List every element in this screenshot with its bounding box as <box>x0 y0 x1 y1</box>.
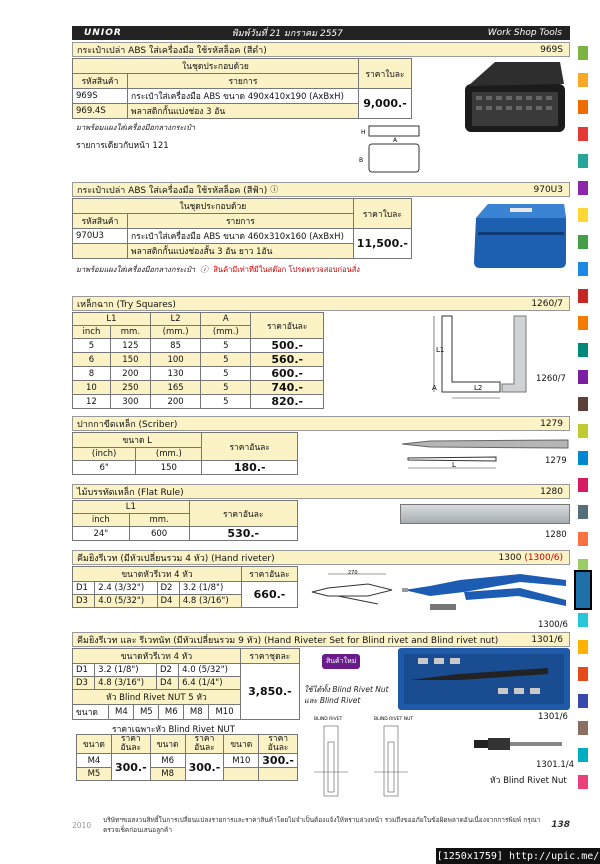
image-caption: 1279 <box>545 456 567 466</box>
table-cell: 200 <box>110 367 150 381</box>
sidebar-color-tab[interactable] <box>578 235 588 249</box>
size-header: ขนาด <box>77 735 112 754</box>
sidebar-color-tab[interactable] <box>578 397 588 411</box>
price-value: 820.- <box>251 395 324 409</box>
page-number: 138 <box>551 820 570 830</box>
flat-rule-table <box>72 500 298 541</box>
l2-header: L2 <box>150 313 200 326</box>
sidebar-color-tab[interactable] <box>578 640 588 654</box>
image-caption: หัว Blind Rivet Nut <box>490 776 567 786</box>
sidebar-color-tab[interactable] <box>578 613 588 627</box>
table-group-header: ในชุดประกอบด้วย <box>73 59 359 74</box>
table-cell: 4.0 (5/32") <box>95 595 157 608</box>
table-cell: 130 <box>150 367 200 381</box>
table-cell: 85 <box>150 339 200 353</box>
table-cell: 165 <box>150 381 200 395</box>
table-cell: พลาสติกกั้นแบ่งช่องสั้น 3 อัน ยาว 1อัน <box>128 244 354 259</box>
table-cell: D3 <box>73 595 95 608</box>
table-cell: 3.2 (1/8") <box>179 582 241 595</box>
riveter-set-table <box>72 648 300 720</box>
sidebar-color-tab[interactable] <box>578 424 588 438</box>
diagram-label-l: L <box>452 461 456 469</box>
watermark: [1250x1759] http://upic.me/ <box>436 848 600 864</box>
section-title-text: ไม้บรรทัดเหล็ก (Flat Rule) <box>77 487 184 498</box>
table-cell: 6.4 (1/4") <box>179 677 241 690</box>
table-cell: 125 <box>110 339 150 353</box>
sidebar-color-tab[interactable] <box>578 748 588 762</box>
product-code: 970U3 <box>533 184 563 195</box>
table-cell: M6 <box>150 754 185 768</box>
table-cell: 5 <box>201 339 251 353</box>
try-squares-table <box>72 312 324 409</box>
diagram-label-l1: L1 <box>436 346 445 354</box>
brand-logo: UNIOR <box>84 28 122 38</box>
section-title-1260 <box>72 296 570 311</box>
table-cell: กระเป๋าใส่เครื่องมือ ABS ขนาด 460x310x160 (AxBxH) <box>128 229 354 244</box>
price-value: 300.- <box>259 754 298 768</box>
rivet-diagram <box>304 712 434 808</box>
product-code: 1279 <box>540 418 563 429</box>
table-cell: 100 <box>150 353 200 367</box>
note-text: มาพร้อมแผงใส่เครื่องมือกลางกระเป๋า <box>76 123 196 132</box>
sidebar-color-tab[interactable] <box>578 451 588 465</box>
l1-header: L1 <box>73 501 190 514</box>
category-label: Work Shop Tools <box>487 28 562 38</box>
product-code: 1301/6 <box>531 634 563 645</box>
section-title-text: เหล็กฉาก (Try Squares) <box>77 299 176 310</box>
table-cell: พลาสติกกั้นแบ่งช่อง 3 อัน <box>128 104 359 119</box>
nut-size: M10 <box>215 707 234 717</box>
table-cell: 2.4 (3/32") <box>95 582 157 595</box>
inch-header: (inch) <box>73 448 136 461</box>
price-value: 9,000.- <box>359 89 412 119</box>
usage-note-2: และ Blind Rivet <box>304 696 361 705</box>
table-cell: 24" <box>73 527 130 541</box>
hand-riveter-table <box>72 566 298 608</box>
table-cell: 970U3 <box>73 229 128 244</box>
section-title-969s <box>72 42 570 57</box>
table-cell: 6 <box>73 353 111 367</box>
section-tab-marker[interactable] <box>574 570 592 610</box>
nut-size: M4 <box>109 705 134 719</box>
table-group-header: ในชุดประกอบด้วย <box>73 199 354 214</box>
sidebar-color-tab[interactable] <box>578 46 588 60</box>
a-unit: (mm.) <box>201 326 251 339</box>
section-title-text: คีมยิงรีเวท และ รีเวทนัท (มีหัวเปลี่ยนรวม 9 หัว) (Hand Riveter Set for Blind rivet and Blind rivet nut) <box>77 635 499 646</box>
product-table-969s <box>72 58 412 119</box>
sidebar-color-tab[interactable] <box>578 181 588 195</box>
table-cell <box>259 768 298 781</box>
table-cell: M10 <box>224 754 259 768</box>
image-caption: 1301.1/4 <box>536 760 575 770</box>
sidebar-color-tab[interactable] <box>578 667 588 681</box>
price-value: 180.- <box>202 461 298 475</box>
sidebar-color-tab[interactable] <box>578 289 588 303</box>
table-cell: กระเป๋าใส่เครื่องมือ ABS ขนาด 490x410x190 (AxBxH) <box>128 89 359 104</box>
try-square-diagram <box>430 312 570 402</box>
code-header: รหัสสินค้า <box>73 74 128 89</box>
sidebar-color-tab[interactable] <box>578 694 588 708</box>
inch-header: inch <box>73 326 111 339</box>
table-cell: 4.0 (5/32") <box>179 664 241 677</box>
sidebar-color-tab[interactable] <box>578 100 588 114</box>
mm-header: mm. <box>110 326 150 339</box>
price-header: ราคา อันละ <box>259 735 298 754</box>
price-header: ราคาอันละ <box>189 501 297 527</box>
price-value: 300.- <box>185 754 224 781</box>
nut-header: หัว Blind Rivet NUT 5 หัว <box>73 690 241 705</box>
table-cell: M8 <box>150 768 185 781</box>
info-icon: ⓘ <box>200 265 208 274</box>
table-cell <box>224 768 259 781</box>
svg-text:B: B <box>359 157 364 164</box>
price-header: ราคา อันละ <box>185 735 224 754</box>
sidebar-color-tab[interactable] <box>578 73 588 87</box>
section-title-text: ปากกาขีดเหล็ก (Scriber) <box>77 419 178 430</box>
sidebar-color-tab[interactable] <box>578 208 588 222</box>
table-cell: 6" <box>73 461 136 475</box>
item-header: รายการ <box>128 214 354 229</box>
table-cell: 300 <box>110 395 150 409</box>
rivet-nut-price-table <box>76 734 298 781</box>
table-cell: D2 <box>157 582 179 595</box>
price-value: 3,850.- <box>240 664 299 720</box>
code-main: 1300 <box>498 552 522 563</box>
riveter-image <box>400 568 572 616</box>
table-cell: D1 <box>73 582 95 595</box>
nut-size-list <box>73 705 240 719</box>
diagram-label-l2: L2 <box>474 384 483 392</box>
table-cell: 250 <box>110 381 150 395</box>
section-title-text: กระเป๋าเปล่า ABS ใส่เครื่องมือ ใช้รหัสล็อค (สีดำ) <box>77 45 267 56</box>
table-cell: 5 <box>73 339 111 353</box>
sidebar-color-tab[interactable] <box>578 478 588 492</box>
size-header: ขนาด <box>150 735 185 754</box>
section-title-970u3 <box>72 182 570 197</box>
riveter-line-drawing <box>308 570 398 610</box>
sidebar-color-tab[interactable] <box>578 505 588 519</box>
rivet-nut-head-image <box>470 730 570 756</box>
table-cell: 200 <box>150 395 200 409</box>
note-main: มาพร้อมแผงใส่เครื่องมือกลางกระเป๋า <box>76 265 196 274</box>
mm-header: (mm.) <box>136 448 202 461</box>
price-value: 11,500.- <box>353 229 411 259</box>
image-caption: 1300/6 <box>538 620 568 630</box>
table-cell: 8 <box>73 367 111 381</box>
table-cell: D3 <box>73 677 95 690</box>
code-header: รหัสสินค้า <box>73 214 128 229</box>
section-title-1300 <box>72 550 570 565</box>
nut-size-label: ขนาด <box>73 705 109 719</box>
footer <box>72 815 570 835</box>
reference-text: รายการเดียวกับหน้า 121 <box>76 141 169 151</box>
section-title-1279 <box>72 416 570 431</box>
header-bar <box>72 26 570 40</box>
table-cell: D1 <box>73 664 95 677</box>
price-value: 740.- <box>251 381 324 395</box>
svg-text:A: A <box>393 137 398 144</box>
sub-table-title: ราคาเฉพาะหัว Blind Rivet NUT <box>112 725 235 735</box>
price-value: 300.- <box>111 754 150 781</box>
price-header: ราคาชุดละ <box>240 649 299 664</box>
product-code: 1280 <box>540 486 563 497</box>
price-value: 500.- <box>251 339 324 353</box>
table-cell: 10 <box>73 381 111 395</box>
table-cell: 12 <box>73 395 111 409</box>
table-cell: M5 <box>77 768 112 781</box>
diagram-label-blind-rivet: BLIND RIVET <box>314 717 343 722</box>
table-cell: D2 <box>156 664 178 677</box>
product-code: 969S <box>540 44 563 55</box>
sidebar-color-tab[interactable] <box>578 775 588 789</box>
image-caption: 1280 <box>545 530 567 540</box>
table-cell: 600 <box>129 527 189 541</box>
diagram-label-blind-rivet-nut: BLIND RIVET NUT <box>374 717 414 722</box>
sidebar-color-tab[interactable] <box>578 316 588 330</box>
sidebar-color-tab[interactable] <box>578 532 588 546</box>
section-title-text: คีมยิงรีเวท (มีหัวเปลี่ยนรวม 4 หัว) (Hand riveter) <box>77 553 275 564</box>
mm-header: mm. <box>129 514 189 527</box>
sidebar-color-tab[interactable] <box>578 127 588 141</box>
size-header: ขนาด L <box>73 433 202 448</box>
table-cell: 5 <box>201 395 251 409</box>
product-code: 1260/7 <box>531 298 563 309</box>
table-cell: D4 <box>156 677 178 690</box>
print-date: พิมพ์วันที่ 21 มกราคม 2557 <box>231 29 343 39</box>
sidebar-color-tab[interactable] <box>578 262 588 276</box>
table-cell: 3.2 (1/8") <box>95 664 157 677</box>
table-cell: D4 <box>157 595 179 608</box>
svg-text:H: H <box>361 129 366 136</box>
price-value: 560.- <box>251 353 324 367</box>
code-alt: (1300/6) <box>524 552 563 563</box>
table-cell: 4.8 (3/16") <box>179 595 241 608</box>
diagram-label-a: A <box>432 384 437 392</box>
sidebar-color-tab[interactable] <box>578 343 588 357</box>
blue-case-image <box>470 198 570 272</box>
image-caption: 1301/6 <box>538 712 568 722</box>
sidebar-color-tab[interactable] <box>578 154 588 168</box>
new-product-badge: สินค้าใหม่ <box>322 654 360 669</box>
price-value: 530.- <box>189 527 297 541</box>
nut-size: M5 <box>134 705 159 719</box>
section-title-1280 <box>72 484 570 499</box>
size-header: ขนาด <box>224 735 259 754</box>
l1-header: L1 <box>73 313 151 326</box>
section-title-1301 <box>72 632 570 647</box>
product-code <box>499 553 563 563</box>
table-cell: 969S <box>73 89 128 104</box>
table-cell <box>73 244 128 259</box>
table-cell: M4 <box>77 754 112 768</box>
scriber-image <box>400 432 572 472</box>
flat-rule-image <box>400 504 570 524</box>
usage-note-1: ใช้ได้ทั้ง Blind Rivet Nut <box>304 685 389 694</box>
price-header: ราคา อันละ <box>111 735 150 754</box>
price-header: ราคาอันละ <box>242 567 298 582</box>
table-cell: 5 <box>201 381 251 395</box>
dimension-label: 270 <box>348 570 358 576</box>
table-cell: 150 <box>110 353 150 367</box>
section-title-text: กระเป๋าเปล่า ABS ใส่เครื่องมือ ใช้รหัสล็อค (สีฟ้า) <box>77 185 268 196</box>
inch-header: inch <box>73 514 130 527</box>
image-caption: 1260/7 <box>536 374 566 384</box>
case-dimension-diagram <box>355 118 445 178</box>
sidebar-color-tab[interactable] <box>578 721 588 735</box>
info-icon: ⓘ <box>270 185 279 194</box>
product-table-970u3 <box>72 198 412 259</box>
table-cell: 4.8 (3/16") <box>95 677 157 690</box>
nut-size: M8 <box>184 705 209 719</box>
sidebar-color-tab[interactable] <box>578 370 588 384</box>
a-header: A <box>201 313 251 326</box>
price-value: 660.- <box>242 582 298 608</box>
footer-year: 2010 <box>72 820 92 830</box>
nut-size: M6 <box>159 705 184 719</box>
item-header: รายการ <box>128 74 359 89</box>
riveter-set-case-image <box>398 648 570 710</box>
price-header: ราคาใบละ <box>359 59 412 89</box>
size-header: ขนาดหัวรีเวท 4 หัว <box>73 649 241 664</box>
note-text <box>76 264 360 276</box>
price-value: 600.- <box>251 367 324 381</box>
nut-size-row <box>73 705 241 720</box>
price-header: ราคาอันละ <box>202 433 298 461</box>
l2-unit: (mm.) <box>150 326 200 339</box>
scriber-table <box>72 432 298 475</box>
table-cell: 5 <box>201 367 251 381</box>
table-cell: 5 <box>201 353 251 367</box>
price-header: ราคาใบละ <box>353 199 411 229</box>
size-header: ขนาดหัวรีเวท 4 หัว <box>73 567 242 582</box>
price-header: ราคาอันละ <box>251 313 324 339</box>
black-case-image <box>460 56 570 136</box>
table-cell: 150 <box>136 461 202 475</box>
footer-disclaimer: บริษัทฯขอสงวนสิทธิ์ในการเปลี่ยนแปลงรายการและราคาสินค้าโดยไม่จำเป็นต้องแจ้งให้ทราบล่วงหน้า รวมถึงขออภัยในข้อผิดพลาดอันเนื่องจากการพิมพ์ กรุณาตรวจเช็คก่อนเสนอลูกค้า <box>103 816 541 834</box>
stock-warning: สินค้ามีเท่าที่มีในสต๊อก โปรดตรวจสอบก่อนสั่ง <box>213 265 360 274</box>
table-cell: 969.4S <box>73 104 128 119</box>
